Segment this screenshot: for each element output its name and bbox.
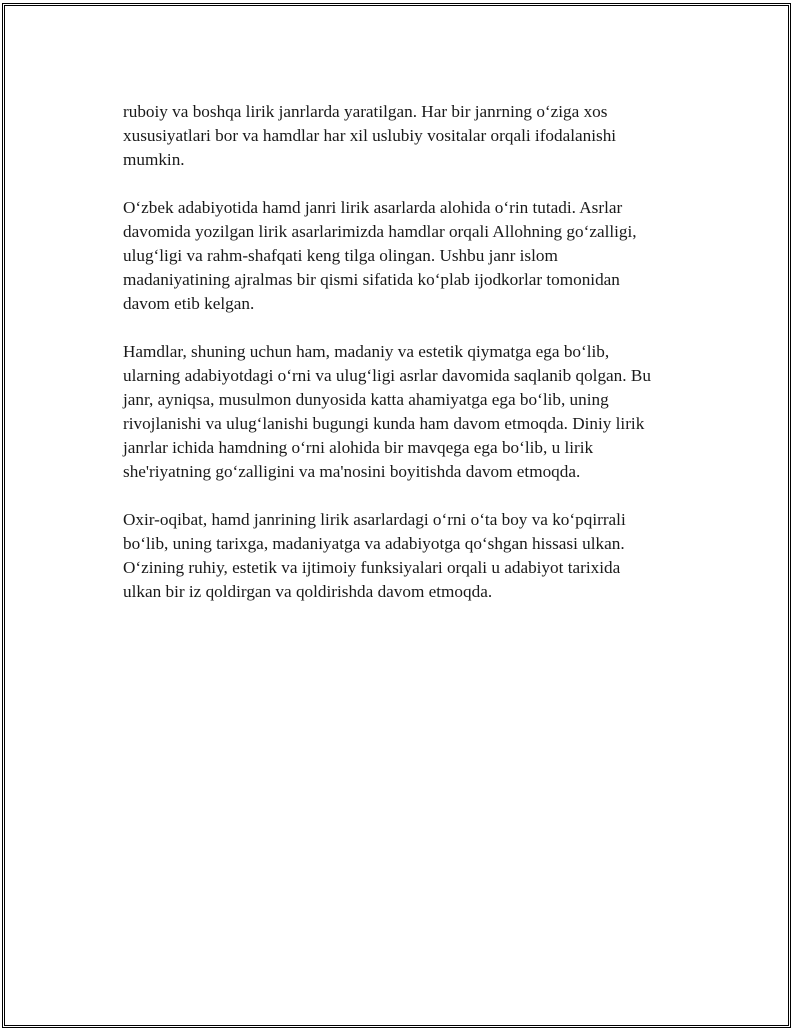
- paragraph-2: [123, 196, 703, 316]
- text-line: janrlar ichida hamdning o‘rni alohida bir mavqega ega bo‘lib, u lirik: [123, 438, 594, 457]
- text-line: madaniyatining ajralmas bir qismi sifatida ko‘plab ijodkorlar tomonidan: [123, 270, 620, 289]
- paragraph-1: [123, 100, 703, 172]
- text-line: O‘zbek adabiyotida hamd janri lirik asarlarda alohida o‘rin tutadi. Asrlar: [123, 198, 623, 217]
- text-line: ruboiy va boshqa lirik janrlarda yaratilgan. Har bir janrning o‘ziga xos: [123, 102, 608, 121]
- text-line: Oxir-oqibat, hamd janrining lirik asarlardagi o‘rni o‘ta boy va ko‘pqirrali: [123, 510, 626, 529]
- text-line: O‘zining ruhiy, estetik va ijtimoiy funksiyalari orqali u adabiyot tarixida: [123, 558, 621, 577]
- page-frame: [2, 3, 791, 1028]
- text-line: davomida yozilgan lirik asarlarimizda hamdlar orqali Allohning go‘zalligi,: [123, 222, 637, 241]
- text-line: bo‘lib, uning tarixga, madaniyatga va adabiyotga qo‘shgan hissasi ulkan.: [123, 534, 625, 553]
- text-line: she'riyatning go‘zalligini va ma'nosini boyitishda davom etmoqda.: [123, 462, 581, 481]
- text-line: rivojlanishi va ulug‘lanishi bugungi kunda ham davom etmoqda. Diniy lirik: [123, 414, 645, 433]
- text-line: mumkin.: [123, 150, 185, 169]
- paragraph-4: [123, 508, 703, 604]
- text-line: Hamdlar, shuning uchun ham, madaniy va estetik qiymatga ega bo‘lib,: [123, 342, 610, 361]
- text-line: janr, ayniqsa, musulmon dunyosida katta ahamiyatga ega bo‘lib, uning: [123, 390, 609, 409]
- paragraph-3: [123, 340, 703, 484]
- text-line: ularning adabiyotdagi o‘rni va ulug‘ligi asrlar davomida saqlanib qolgan. Bu: [123, 366, 651, 385]
- text-line: ulug‘ligi va rahm-shafqati keng tilga olingan. Ushbu janr islom: [123, 246, 558, 265]
- text-line: xususiyatlari bor va hamdlar har xil uslubiy vositalar orqali ifodalanishi: [123, 126, 617, 145]
- text-line: ulkan bir iz qoldirgan va qoldirishda davom etmoqda.: [123, 582, 493, 601]
- text-line: davom etib kelgan.: [123, 294, 255, 313]
- document-body: [123, 100, 703, 628]
